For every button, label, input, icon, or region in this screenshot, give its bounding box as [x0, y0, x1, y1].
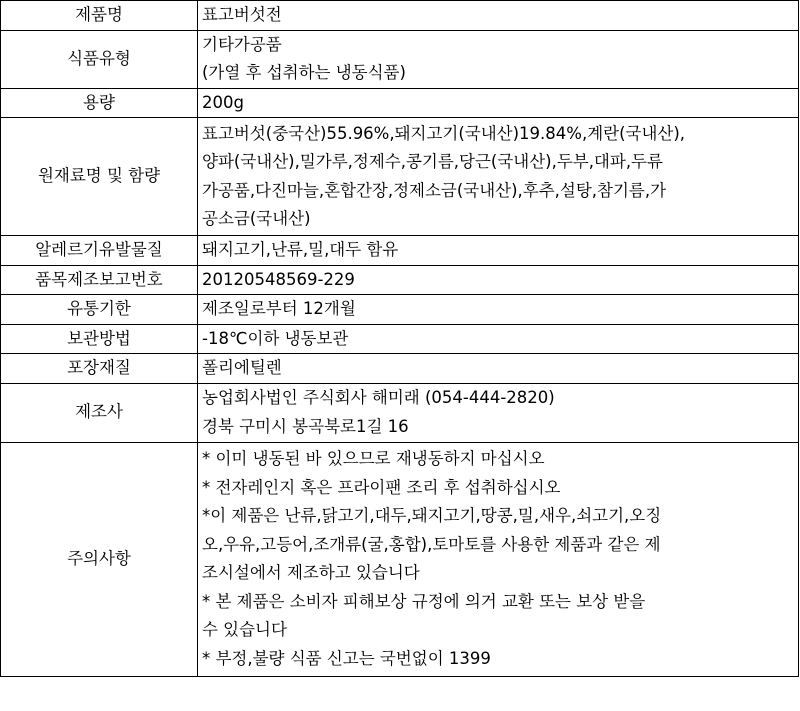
expiry-value: 제조일로부터 12개월 [198, 295, 799, 325]
ingredients-label: 원재료명 및 함량 [1, 118, 198, 236]
report-number-value: 20120548569-229 [198, 265, 799, 295]
caution-line: * 본 제품은 소비자 피해보상 규정에 의거 교환 또는 보상 받을 [202, 591, 646, 611]
row-allergy [1, 236, 799, 266]
report-number-label: 품목제조보고번호 [1, 265, 198, 295]
expiry-label: 유통기한 [1, 295, 198, 325]
row-manufacturer [1, 383, 799, 442]
row-expiry [1, 295, 799, 325]
packaging-value: 폴리에틸렌 [198, 354, 799, 384]
product-name-label: 제품명 [1, 1, 198, 31]
manufacturer-line: 농업회사법인 주식회사 해미래 (054-444-2820) [202, 388, 555, 407]
storage-value: -18℃이하 냉동보관 [198, 324, 799, 354]
storage-label: 보관방법 [1, 324, 198, 354]
manufacturer-label: 제조사 [1, 383, 198, 442]
row-storage [1, 324, 799, 354]
row-packaging [1, 354, 799, 384]
caution-line: *이 제품은 난류,닭고기,대두,돼지고기,땅콩,밀,새우,쇠고기,오징 [202, 506, 662, 525]
manufacturer-value [198, 383, 799, 442]
caution-line: 수 있습니다 [202, 620, 287, 639]
allergy-value: 돼지고기,난류,밀,대두 함유 [198, 236, 799, 266]
ingredients-line: 공소금(국내산) [202, 209, 311, 228]
product-name-value: 표고버섯전 [198, 1, 799, 31]
caution-line: * 부정,불량 식품 신고는 국번없이 1399 [202, 648, 491, 668]
ingredients-value [198, 118, 799, 236]
row-caution [1, 442, 799, 676]
food-type-line: 기타가공품 [202, 34, 282, 54]
row-ingredients [1, 118, 799, 236]
manufacturer-line: 경북 구미시 봉곡북로1길 16 [202, 416, 409, 436]
ingredients-line: 표고버섯(중국산)55.96%,돼지고기(국내산)19.84%,계란(국내산), [202, 123, 686, 143]
food-type-line: (가열 후 섭취하는 냉동식품) [202, 63, 406, 82]
allergy-label: 알레르기유발물질 [1, 236, 198, 266]
packaging-label: 포장재질 [1, 354, 198, 384]
row-report-number [1, 265, 799, 295]
ingredients-line: 양파(국내산),밀가루,정제수,콩기름,당근(국내산),두부,대파,두류 [202, 152, 663, 171]
caution-line: 오,우유,고등어,조개류(굴,홍합),토마토를 사용한 제품과 같은 제 [202, 534, 661, 554]
row-product-name [1, 1, 799, 31]
volume-label: 용량 [1, 88, 198, 118]
caution-line: 조시설에서 제조하고 있습니다 [202, 563, 420, 582]
ingredients-line: 가공품,다진마늘,혼합간장,정제소금(국내산),후추,설탕,참기름,가 [202, 180, 667, 200]
caution-line: * 전자레인지 혹은 프라이팬 조리 후 섭취하십시오 [202, 477, 561, 497]
food-type-value [198, 30, 799, 88]
volume-value: 200g [198, 88, 799, 118]
caution-value [198, 442, 799, 676]
caution-line: * 이미 냉동된 바 있으므로 재냉동하지 마십시오 [202, 449, 545, 468]
caution-label: 주의사항 [1, 442, 198, 676]
row-food-type [1, 30, 799, 88]
row-volume [1, 88, 799, 118]
food-type-label: 식품유형 [1, 30, 198, 88]
